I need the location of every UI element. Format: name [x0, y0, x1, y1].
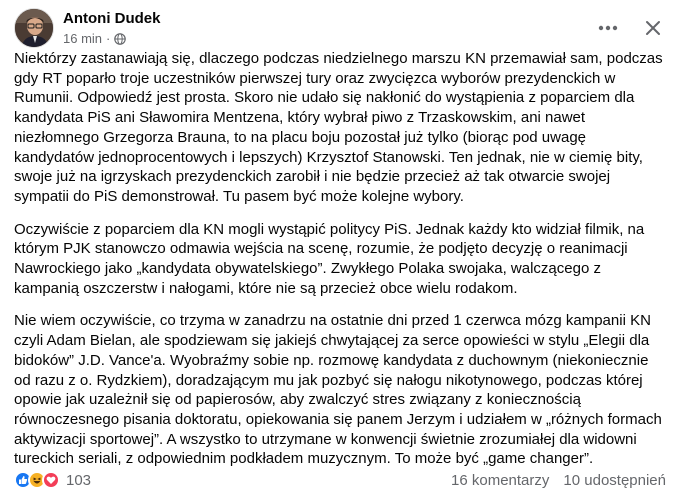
- love-icon: [42, 471, 60, 489]
- post-paragraph: Nie wiem oczywiście, co trzyma w zanadrzu na ostatnie dni przed 1 czerwca mózg kampanii KN czyli Adam Bielan, ale spodziewam się jakiejś chwytającej za serce opowieści w stylu „Elegii dla bidoków” J.D. Vance'a. Wyobraźmy sobie np. rozmowę kandydata z duchownym (niekoniecznie od razu z o. Rydzkiem), doradzającym mu jak pozbyć się nałogu nikotynowego, podczas której opowie jak uzależnił się od papierosów, aby zwalczyć stres związany z koniecznością równoczesnego pisania doktoratu, opiekowania się panem Jerzym i udziałem w „różnych formach aktywizacji sportowej”. A wszystko to utrzymane w konwencji świetnie zrozumiałej dla widowni tureckich seriali, z odpowiednim podkładem muzycznym. To może być „game changer”.: [14, 312, 662, 468]
- more-horizontal-icon: [598, 25, 618, 31]
- meta-separator: ·: [106, 31, 111, 46]
- reaction-count[interactable]: 103: [66, 471, 92, 489]
- shares-count-link[interactable]: 10 udostępnień: [563, 471, 666, 489]
- post-paragraph: Niektórzy zastanawiają się, dlaczego podczas niedzielnego marszu KN przemawiał sam, podczas gdy RT poparło troje uczestników pierwszej tury oraz zwycięzca wyborów prezydenckich w Rumunii. Odpowiedź jest prosta. Skoro nie udało się nakłonić do wystąpienia z poparciem dla kandydata PiS ani Sławomira Mentzena, który wybrał piwo z Trzaskowskim, ani nawet niezłomnego Grzegorza Brauna, to na placu boju pozostał już tylko (biorąc pod uwagę kandydatów jednoprocentowych i lepszych) Krzysztof Stanowski. Ten jednak, nie w ciemię bity, swoje już na igrzyskach prezydenckich zarobił i nie będzie przecież aż tak otwarcie swojej sympatii do PiS demonstrował. Tu pasem być może kolejne wybory.: [14, 50, 663, 205]
- more-options-button[interactable]: [594, 14, 622, 42]
- close-button[interactable]: [639, 14, 667, 42]
- timestamp[interactable]: 16 min: [63, 31, 103, 46]
- avatar[interactable]: [14, 8, 54, 48]
- author-name[interactable]: Antoni Dudek: [63, 10, 161, 27]
- globe-icon[interactable]: [114, 33, 126, 45]
- close-icon: [645, 20, 661, 36]
- comments-count-link[interactable]: 16 komentarzy: [451, 471, 550, 489]
- reactions-summary[interactable]: [14, 471, 56, 489]
- post-footer: [14, 468, 666, 492]
- engagement-stats: [451, 472, 666, 489]
- post-paragraph: Oczywiście z poparciem dla KN mogli wystąpić politycy PiS. Jednak każdy kto widział filmik, na którym PJK stanowczo odmawia wejścia na scenę, rozumie, że podjęto decyzję o reanimacji Nawrockiego jako „kandydata obywatelskiego”. Zwykłego Polaka swojaka, walczącego z kampanią oszczerstw i nałogami, które nie są przecież obce wielu rodakom.: [14, 220, 645, 297]
- post-body: [14, 49, 666, 469]
- post-meta: [63, 31, 126, 46]
- post-header: [14, 8, 665, 52]
